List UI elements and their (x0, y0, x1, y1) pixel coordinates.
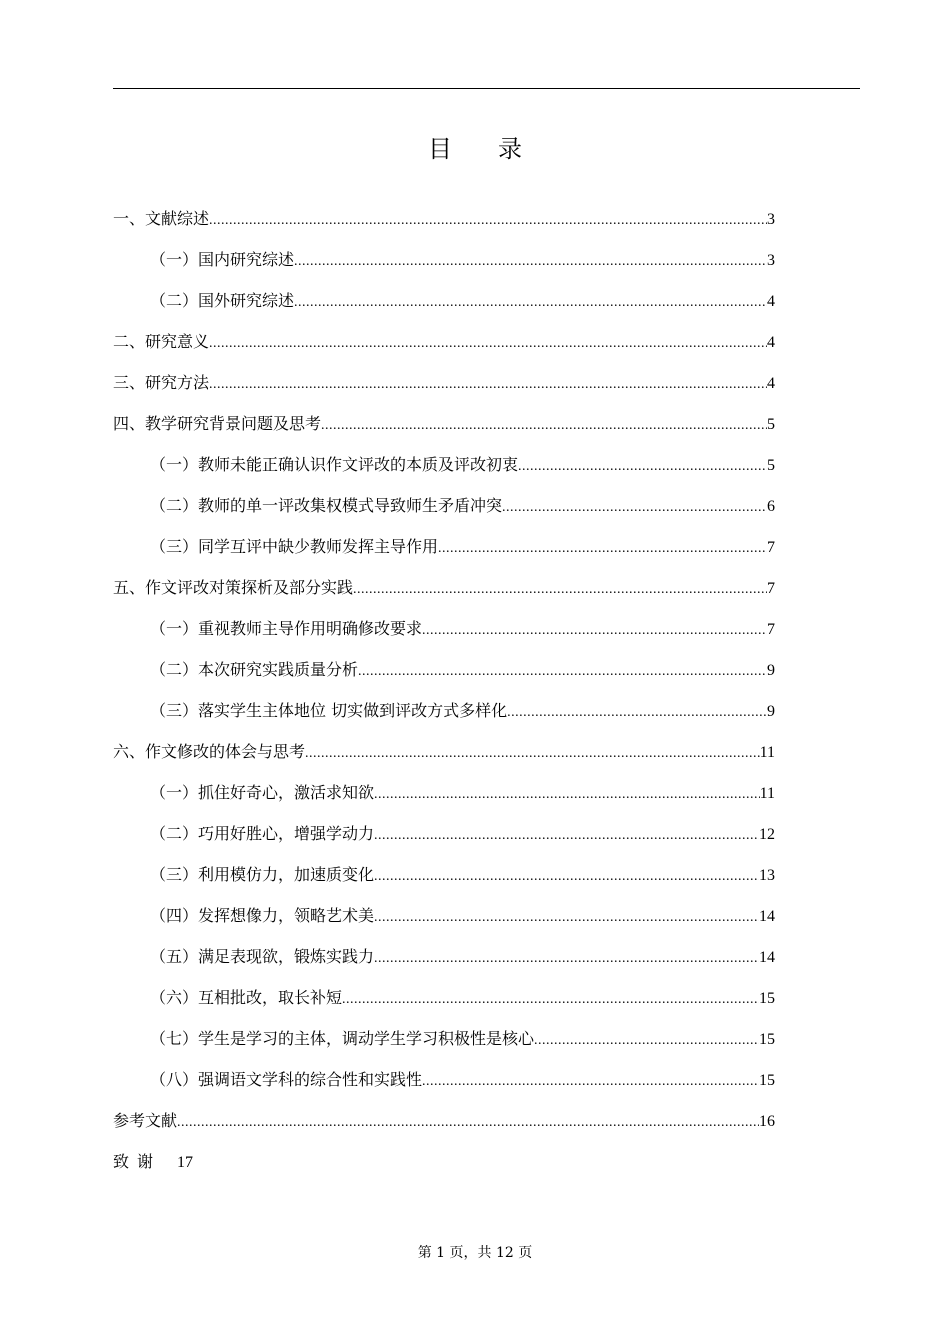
toc-entry[interactable] (113, 821, 775, 862)
toc-entry-title: （二）巧用好胜心，增强学动力 (150, 824, 375, 843)
toc-entry-page: 12 (759, 826, 775, 843)
toc-entry-page: 4 (767, 375, 775, 392)
toc-entry-title: （一）国内研究综述 (150, 250, 295, 269)
toc-dot-leader (534, 1028, 759, 1054)
toc-entry-title: （二）教师的单一评改集权模式导致师生矛盾冲突 (150, 496, 503, 515)
toc-dot-leader (177, 1110, 759, 1136)
toc-entry-page: 13 (759, 867, 775, 884)
toc-entry[interactable] (113, 493, 775, 534)
toc-entry-title: （二）国外研究综述 (150, 291, 295, 310)
toc-dot-leader (518, 454, 767, 480)
toc-entry[interactable] (113, 1067, 775, 1108)
toc-dot-leader (374, 864, 759, 890)
toc-entry-title: （三）同学互评中缺少教师发挥主导作用 (150, 537, 439, 556)
toc-entry-page: 7 (767, 621, 775, 638)
toc-dot-leader (507, 700, 767, 726)
toc-dot-leader (374, 782, 760, 808)
toc-entry-page: 3 (767, 211, 775, 228)
toc-entry-page: 9 (767, 703, 775, 720)
header-rule (113, 88, 860, 89)
toc-dot-leader (294, 249, 767, 275)
toc-entry[interactable] (113, 411, 775, 452)
toc-entry-page: 7 (767, 539, 775, 556)
toc-entry[interactable] (113, 944, 775, 985)
toc-dot-leader (321, 413, 767, 439)
toc-entry[interactable] (113, 657, 775, 698)
toc-entry[interactable] (113, 288, 775, 329)
toc-entry-page: 11 (759, 785, 775, 802)
toc-dot-leader (374, 823, 759, 849)
toc-entry[interactable] (113, 739, 775, 780)
toc-entry-title: （一）教师未能正确认识作文评改的本质及评改初衷 (150, 455, 519, 474)
toc-entry-page: 5 (767, 457, 775, 474)
toc-entry-page: 3 (767, 252, 775, 269)
toc-entry[interactable] (113, 698, 775, 739)
toc-entry-page: 4 (767, 293, 775, 310)
toc-dot-leader (342, 987, 759, 1013)
toc-entry-page: 6 (767, 498, 775, 515)
toc-dot-leader (209, 208, 767, 234)
toc-dot-leader (209, 372, 767, 398)
toc-entry[interactable] (113, 370, 775, 411)
toc-entry[interactable] (113, 1149, 775, 1190)
toc-entry[interactable] (113, 206, 775, 247)
toc-entry-page: 14 (759, 949, 775, 966)
toc-entry-title: 四、教学研究背景问题及思考 (113, 414, 322, 433)
toc-entry[interactable] (113, 329, 775, 370)
toc-entry[interactable] (113, 862, 775, 903)
toc-entry-title: （八）强调语文学科的综合性和实践性 (150, 1070, 423, 1089)
toc-entry-title: 五、作文评改对策探析及部分实践 (113, 578, 354, 597)
toc-entry[interactable] (113, 903, 775, 944)
toc-entry-page: 16 (759, 1113, 775, 1130)
page-footer: 第 1 页，共 12 页 (417, 1245, 533, 1261)
table-of-contents (113, 206, 775, 1190)
toc-entry-page: 15 (759, 1072, 775, 1089)
toc-dot-leader (209, 331, 767, 357)
toc-entry-page: 5 (767, 416, 775, 433)
toc-dot-leader (422, 1069, 759, 1095)
toc-entry[interactable] (113, 985, 775, 1026)
toc-dot-leader (305, 741, 760, 767)
toc-entry-page: 11 (759, 744, 775, 761)
toc-entry-title: （二）本次研究实践质量分析 (150, 660, 359, 679)
toc-entry-page: 14 (759, 908, 775, 925)
toc-dot-leader (374, 946, 759, 972)
toc-entry-page: 15 (759, 990, 775, 1007)
toc-entry-title: （一）抓住好奇心，激活求知欲 (150, 783, 375, 802)
toc-entry[interactable] (113, 247, 775, 288)
toc-entry-title: （一）重视教师主导作用明确修改要求 (150, 619, 423, 638)
toc-entry-title: （六）互相批改，取长补短 (150, 988, 343, 1007)
toc-entry-title: 六、作文修改的体会与思考 (113, 742, 306, 761)
toc-entry-title: 三、研究方法 (113, 373, 210, 392)
toc-entry[interactable] (113, 1108, 775, 1149)
toc-entry-page: 15 (759, 1031, 775, 1048)
toc-entry[interactable] (113, 1026, 775, 1067)
toc-entry-title: 致谢 (113, 1152, 162, 1171)
toc-entry-title: 一、文献综述 (113, 209, 210, 228)
toc-entry[interactable] (113, 616, 775, 657)
toc-dot-leader (502, 495, 767, 521)
page-title: 目录 (428, 135, 568, 163)
toc-entry[interactable] (113, 452, 775, 493)
toc-entry-title: （三）落实学生主体地位 切实做到评改方式多样化 (150, 701, 508, 720)
toc-dot-leader (422, 618, 767, 644)
toc-dot-leader (374, 905, 759, 931)
toc-dot-leader (353, 577, 767, 603)
toc-dot-leader (358, 659, 767, 685)
toc-entry-page: 7 (767, 580, 775, 597)
toc-entry[interactable] (113, 780, 775, 821)
toc-entry-page: 17 (177, 1154, 194, 1171)
toc-entry-page: 9 (767, 662, 775, 679)
toc-entry-page: 4 (767, 334, 775, 351)
toc-entry-title: 参考文献 (113, 1111, 178, 1130)
toc-dot-leader (438, 536, 767, 562)
toc-entry-title: （五）满足表现欲，锻炼实践力 (150, 947, 375, 966)
toc-entry-title: （三）利用模仿力，加速质变化 (150, 865, 375, 884)
toc-entry[interactable] (113, 575, 775, 616)
toc-entry-title: （四）发挥想像力，领略艺术美 (150, 906, 375, 925)
toc-dot-leader (294, 290, 767, 316)
toc-entry[interactable] (113, 534, 775, 575)
toc-entry-title: （七）学生是学习的主体，调动学生学习积极性是核心 (150, 1029, 535, 1048)
toc-entry-title: 二、研究意义 (113, 332, 210, 351)
